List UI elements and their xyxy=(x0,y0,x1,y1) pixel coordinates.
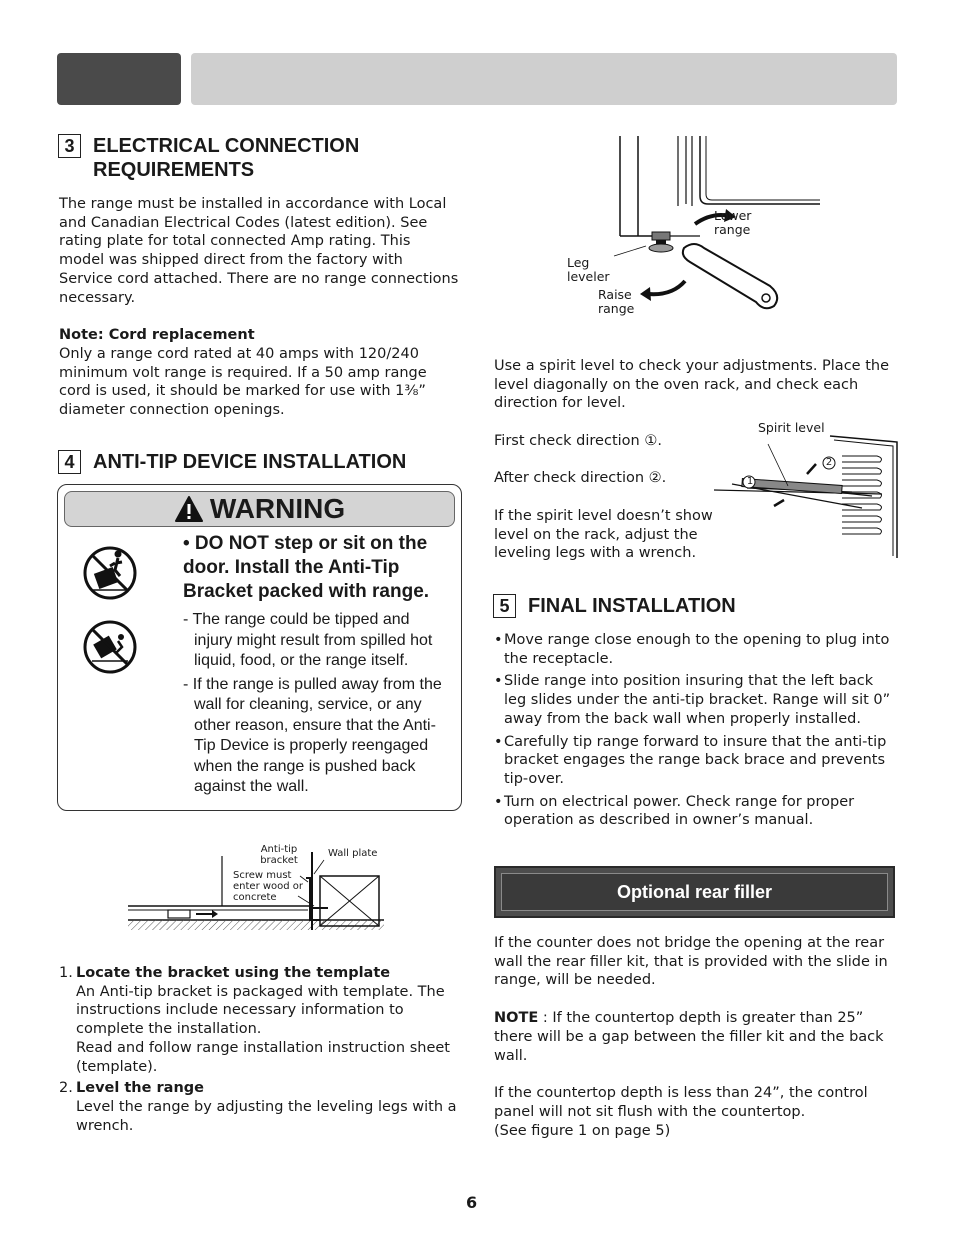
after-check-text: After check direction ②. xyxy=(494,470,667,486)
section-3-heading xyxy=(58,134,458,182)
final-installation-list xyxy=(494,631,894,834)
step-title: Level the range xyxy=(76,1080,204,1097)
section-3-body xyxy=(59,195,459,420)
header-bar xyxy=(191,53,897,105)
step-item xyxy=(59,1079,463,1135)
section-number: 5 xyxy=(493,594,516,618)
filler-paragraph: If the countertop depth is less than 24”, the control panel will not sit flush with the countertop. xyxy=(494,1085,868,1120)
screw-label: Screw must enter wood or concrete xyxy=(233,870,304,903)
warning-main-text: • DO NOT step or sit on the door. Install the Anti-Tip Bracket packed with range. xyxy=(183,533,430,602)
warning-box xyxy=(57,484,462,811)
step-text-2: Read and follow range installation instruction sheet (template). xyxy=(76,1039,450,1075)
warning-triangle-icon xyxy=(174,495,204,523)
first-check-text: First check direction ①. xyxy=(494,433,662,449)
section-title: FINAL INSTALLATION xyxy=(528,595,736,617)
header-tab-dark xyxy=(57,53,181,105)
note-text: : If the countertop depth is greater than 25” there will be a gap between the filler kit and the back wall. xyxy=(494,1010,884,1064)
note-text: Only a range cord rated at 40 amps with 120/240 minimum volt range is required. If a 50 amp range cord is used, it should be marked for use with 1⅜” diameter connection openings. xyxy=(59,345,427,419)
step-text: An Anti-tip bracket is packaged with template. The instructions include necessary information to complete the installation. xyxy=(76,983,445,1038)
step-item xyxy=(59,964,463,1076)
step-number: 2. xyxy=(59,1080,73,1097)
leg-leveler-label: Leg leveler xyxy=(567,255,610,284)
warning-sub-text-1: - The range could be tipped and injury might result from spilled hot liquid, food, or the range itself. xyxy=(183,611,433,669)
section-4-heading xyxy=(58,450,458,474)
wall-plate-label: Wall plate xyxy=(328,848,378,859)
list-item: • Turn on electrical power. Check range for proper operation as described in owner’s manual. xyxy=(494,793,894,830)
spirit-level-label: Spirit level xyxy=(758,420,825,435)
section-number: 3 xyxy=(58,134,81,158)
direction-2-mark: 2 xyxy=(825,457,833,468)
filler-reference: (See figure 1 on page 5) xyxy=(494,1122,671,1139)
filler-paragraph: If the counter does not bridge the opening at the rear wall the rear filler kit, that is provided with the slide in range, will be needed. xyxy=(494,935,888,989)
spirit-level-diagram xyxy=(712,434,900,558)
section-title: ANTI-TIP DEVICE INSTALLATION xyxy=(93,451,407,473)
anti-tip-bracket-label: Anti-tip bracket xyxy=(260,844,298,866)
no-step-on-door-icon xyxy=(82,532,138,614)
section-title-line1: ELECTRICAL CONNECTION xyxy=(93,135,360,157)
list-item: • Move range close enough to the opening to plug into the receptacle. xyxy=(494,631,894,668)
raise-range-label: Raise range xyxy=(598,287,635,316)
spirit-level-intro: Use a spirit level to check your adjustments. Place the level diagonally on the oven rack, and check each direction for level. xyxy=(494,358,889,412)
step-number: 1. xyxy=(59,965,73,981)
lower-range-label: Lower range xyxy=(714,208,752,237)
warning-title: WARNING xyxy=(209,493,346,524)
warning-title-bar xyxy=(64,491,455,527)
page-number: 6 xyxy=(466,1193,478,1212)
step-text: Level the range by adjusting the leveling legs with a wrench. xyxy=(76,1098,457,1134)
section-number: 4 xyxy=(58,450,81,474)
warning-text xyxy=(183,532,451,798)
step-title: Locate the bracket using the template xyxy=(76,965,391,981)
steps-list xyxy=(59,964,463,1138)
optional-rear-filler-title: Optional rear filler xyxy=(501,873,888,911)
electrical-paragraph: The range must be installed in accordance with Local and Canadian Electrical Codes (latest edition). See rating plate for total connected Amp rating. This model was shipped direct from the factory with Service cord attached. There are no range connections necessary. xyxy=(59,196,459,306)
direction-1-mark: 1 xyxy=(746,476,754,487)
warning-sub-text-2: - If the range is pulled away from the wall for cleaning, service, or any other reason, ensure that the Anti-Tip Device is properly reengaged when the range is pushed back against the wall. xyxy=(183,675,442,795)
list-item: • Carefully tip range forward to insure that the anti-tip bracket engages the range back brace and prevents tip-over. xyxy=(494,733,894,789)
section-title-line2: REQUIREMENTS xyxy=(93,159,255,181)
optional-rear-filler-bar xyxy=(494,866,895,918)
no-tip-over-icon xyxy=(82,617,138,677)
filler-text xyxy=(494,934,894,1140)
note-title: Note: Cord replacement xyxy=(59,327,255,344)
filler-note xyxy=(494,1009,894,1065)
list-item: • Slide range into position insuring that the left back leg slides under the anti-tip bracket. Range will sit 0” away from the back wall when properly installed. xyxy=(494,672,894,728)
section-5-heading xyxy=(493,594,893,618)
if-not-level-text: If the spirit level doesn’t show level on the rack, adjust the leveling legs with a wrench. xyxy=(494,508,713,562)
note-label: NOTE xyxy=(494,1010,539,1027)
